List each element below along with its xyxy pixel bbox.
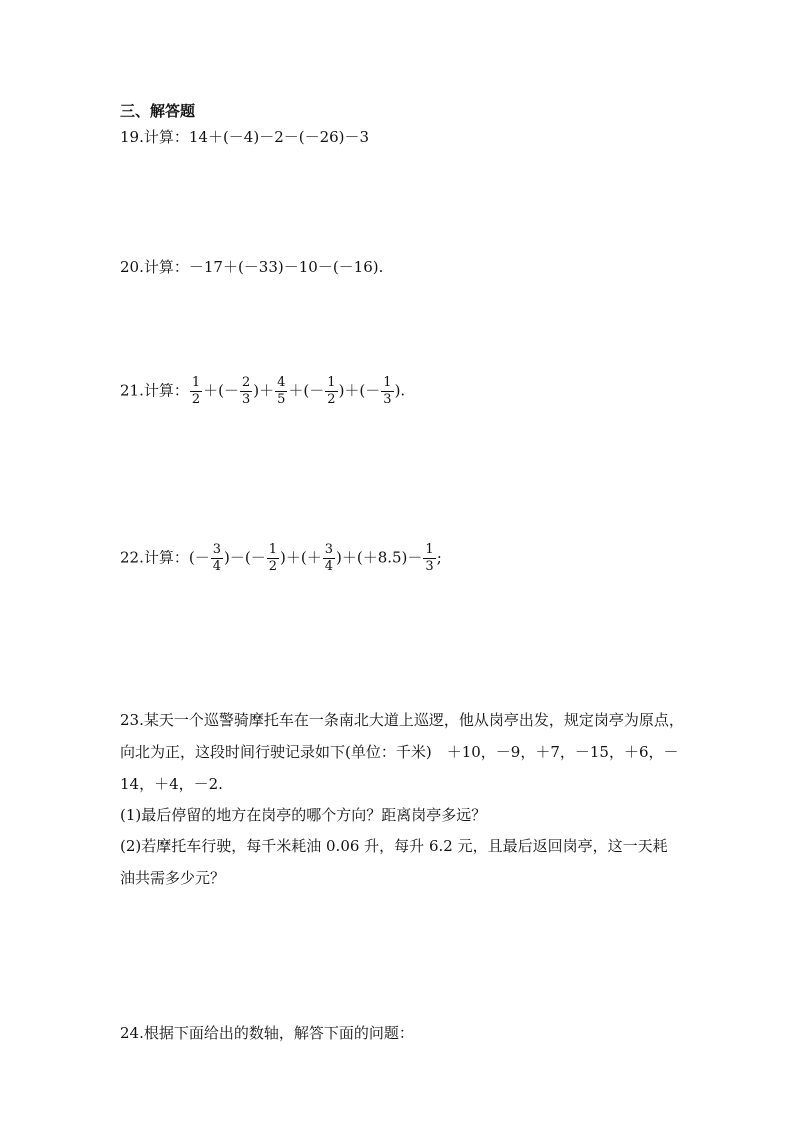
fraction: $\frac{3}{4}$: [324, 542, 333, 574]
section-title: 三、解答题: [120, 102, 196, 120]
question-21-label: 21.计算：: [120, 381, 189, 400]
fraction: $\frac{1}{3}$: [383, 375, 392, 407]
fraction: $\frac{3}{4}$: [212, 542, 221, 574]
fraction: $\frac{1}{2}$: [268, 542, 277, 574]
fraction: $\frac{1}{2}$: [191, 375, 201, 407]
fraction: $\frac{2}{3}$: [242, 375, 251, 407]
question-19: 19.计算：14＋(－4)－2－(－26)－3: [120, 128, 370, 146]
question-22-label: 22.计算：: [120, 548, 189, 567]
question-23-line-3: 14，＋4，－2.: [120, 775, 223, 793]
question-21: 21.计算： $\frac{1}{2}$ ＋(－ $\frac{2}{3}$ )＋ $\frac{4}{5}$ ＋(－ $\frac{1}{2}$ )＋(－ $\frac{1}{3}$ ).: [120, 375, 406, 407]
fraction: $\frac{1}{2}$: [327, 375, 336, 407]
question-23-part-2-line-2: 油共需多少元？: [120, 869, 226, 887]
fraction: $\frac{1}{3}$: [425, 542, 434, 574]
question-23: [120, 704, 702, 894]
fraction: $\frac{4}{5}$: [277, 375, 286, 407]
question-23-part-1: (1)最后停留的地方在岗亭的哪个方向？距离岗亭多远？: [120, 806, 487, 824]
question-23-line-2: 向北为正，这段时间行驶记录如下(单位：千米) ＋10，－9，＋7，－15，＋6，－: [120, 743, 679, 761]
question-20: 20.计算：－17＋(－33)－10－(－16).: [120, 258, 384, 276]
question-24: 24.根据下面给出的数轴，解答下面的问题：: [120, 1024, 414, 1042]
question-22: 22.计算：(－ $\frac{3}{4}$ )－(－ $\frac{1}{2}$ )＋(＋ $\frac{3}{4}$ )＋(＋8.5)－ $\frac{1}{3}$ ;: [120, 542, 442, 574]
question-23-line-1: 23.某天一个巡警骑摩托车在一条南北大道上巡逻，他从岗亭出发，规定岗亭为原点，: [120, 711, 684, 729]
question-23-part-2-line-1: (2)若摩托车行驶，每千米耗油 0.06 升，每升 6.2 元，且最后返回岗亭，这一天耗: [120, 837, 668, 855]
